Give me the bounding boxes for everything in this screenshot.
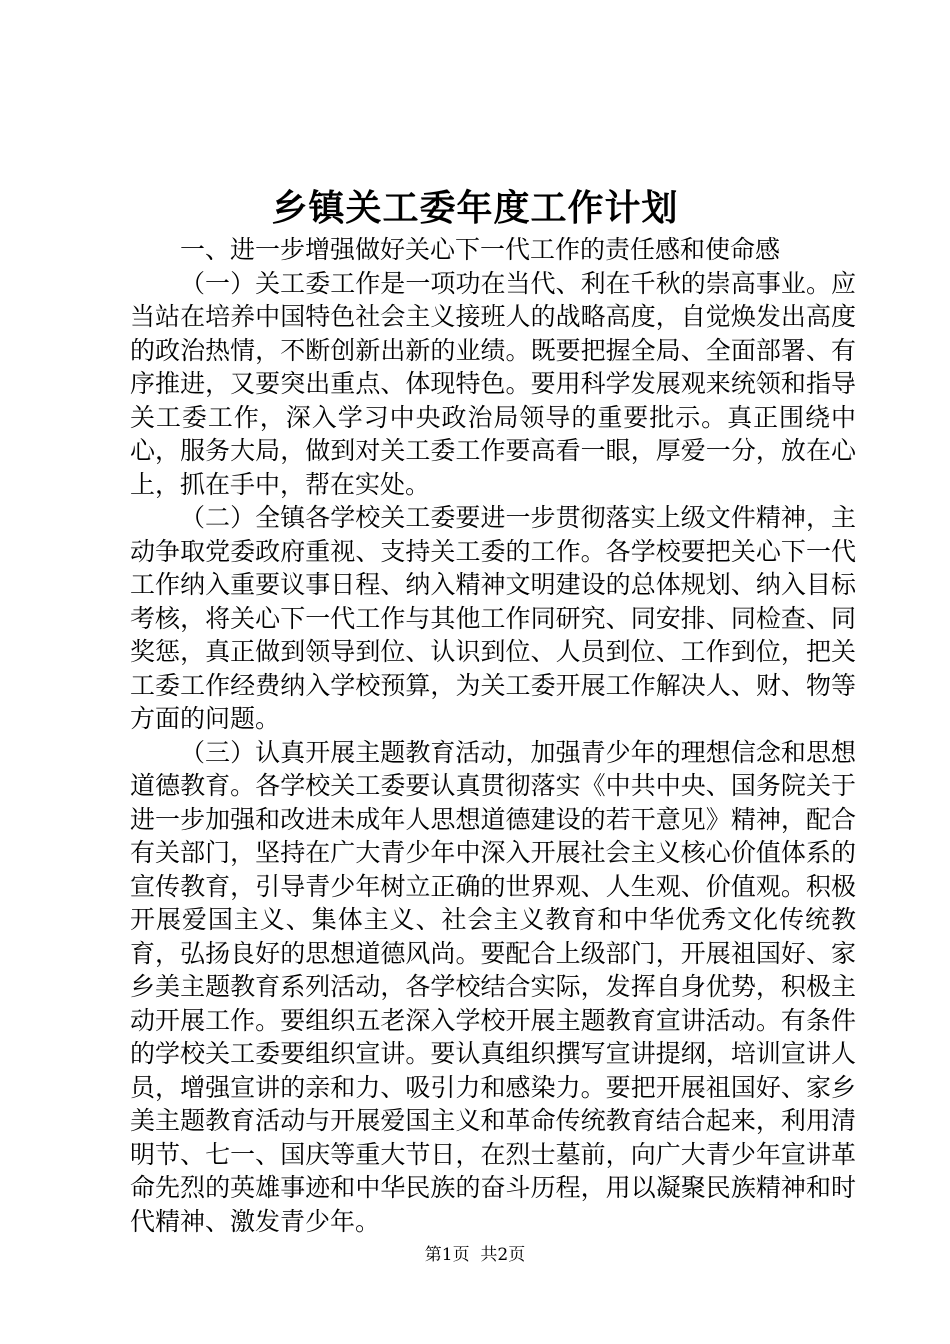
page-footer xyxy=(0,1243,950,1267)
page-number: 第1页 共2页 xyxy=(424,1245,526,1265)
section-heading: 一、进一步增强做好关心下一代工作的责任感和使命感 xyxy=(180,235,781,264)
paragraph-2: （二）全镇各学校关工委要进一步贯彻落实上级文件精神，主动争取党委政府重视、支持关工委的工作。各学校要把关心下一代工作纳入重要议事日程、纳入精神文明建设的总体规划、纳入目标考核，将关心下一代工作与其他工作同研究、同安排、同检查、同奖惩，真正做到领导到位、认识到位、人员到位、工作到位，把关工委工作经费纳入学校预算，为关工委开展工作解决人、财、物等方面的问题。 xyxy=(130,503,856,733)
paragraph-1: （一）关工委工作是一项功在当代、利在千秋的崇高事业。应当站在培养中国特色社会主义接班人的战略高度，自觉焕发出高度的政治热情，不断创新出新的业绩。既要把握全局、全面部署、有序推进，又要突出重点、体现特色。要用科学发展观来统领和指导关工委工作，深入学习中央政治局领导的重要批示。真正围绕中心，服务大局，做到对关工委工作要高看一眼，厚爱一分，放在心上，抓在手中，帮在实处。 xyxy=(130,268,856,499)
document-body xyxy=(130,233,856,1238)
document-title: 乡镇关工委年度工作计划 xyxy=(271,187,679,229)
paragraph-3: （三）认真开展主题教育活动，加强青少年的理想信念和思想道德教育。各学校关工委要认真贯彻落实《中共中央、国务院关于进一步加强和改进未成年人思想道德建设的若干意见》精神，配合有关部门，坚持在广大青少年中深入开展社会主义核心价值体系的宣传教育，引导青少年树立正确的世界观、人生观、价值观。积极开展爱国主义、集体主义、社会主义教育和中华优秀文化传统教育，弘扬良好的思想道德风尚。要配合上级部门，开展祖国好、家乡美主题教育系列活动，各学校结合实际，发挥自身优势，积极主动开展工作。要组织五老深入学校开展主题教育宣讲活动。有条件的学校关工委要组织宣讲。要认真组织撰写宣讲提纲，培训宣讲人员，增强宣讲的亲和力、吸引力和感染力。要把开展祖国好、家乡美主题教育活动与开展爱国主义和革命传统教育结合起来，利用清明节、七一、国庆等重大节日，在烈士墓前，向广大青少年宣讲革命先烈的英雄事迹和中华民族的奋斗历程，用以凝聚民族精神和时代精神、激发青少年。 xyxy=(130,737,856,1236)
